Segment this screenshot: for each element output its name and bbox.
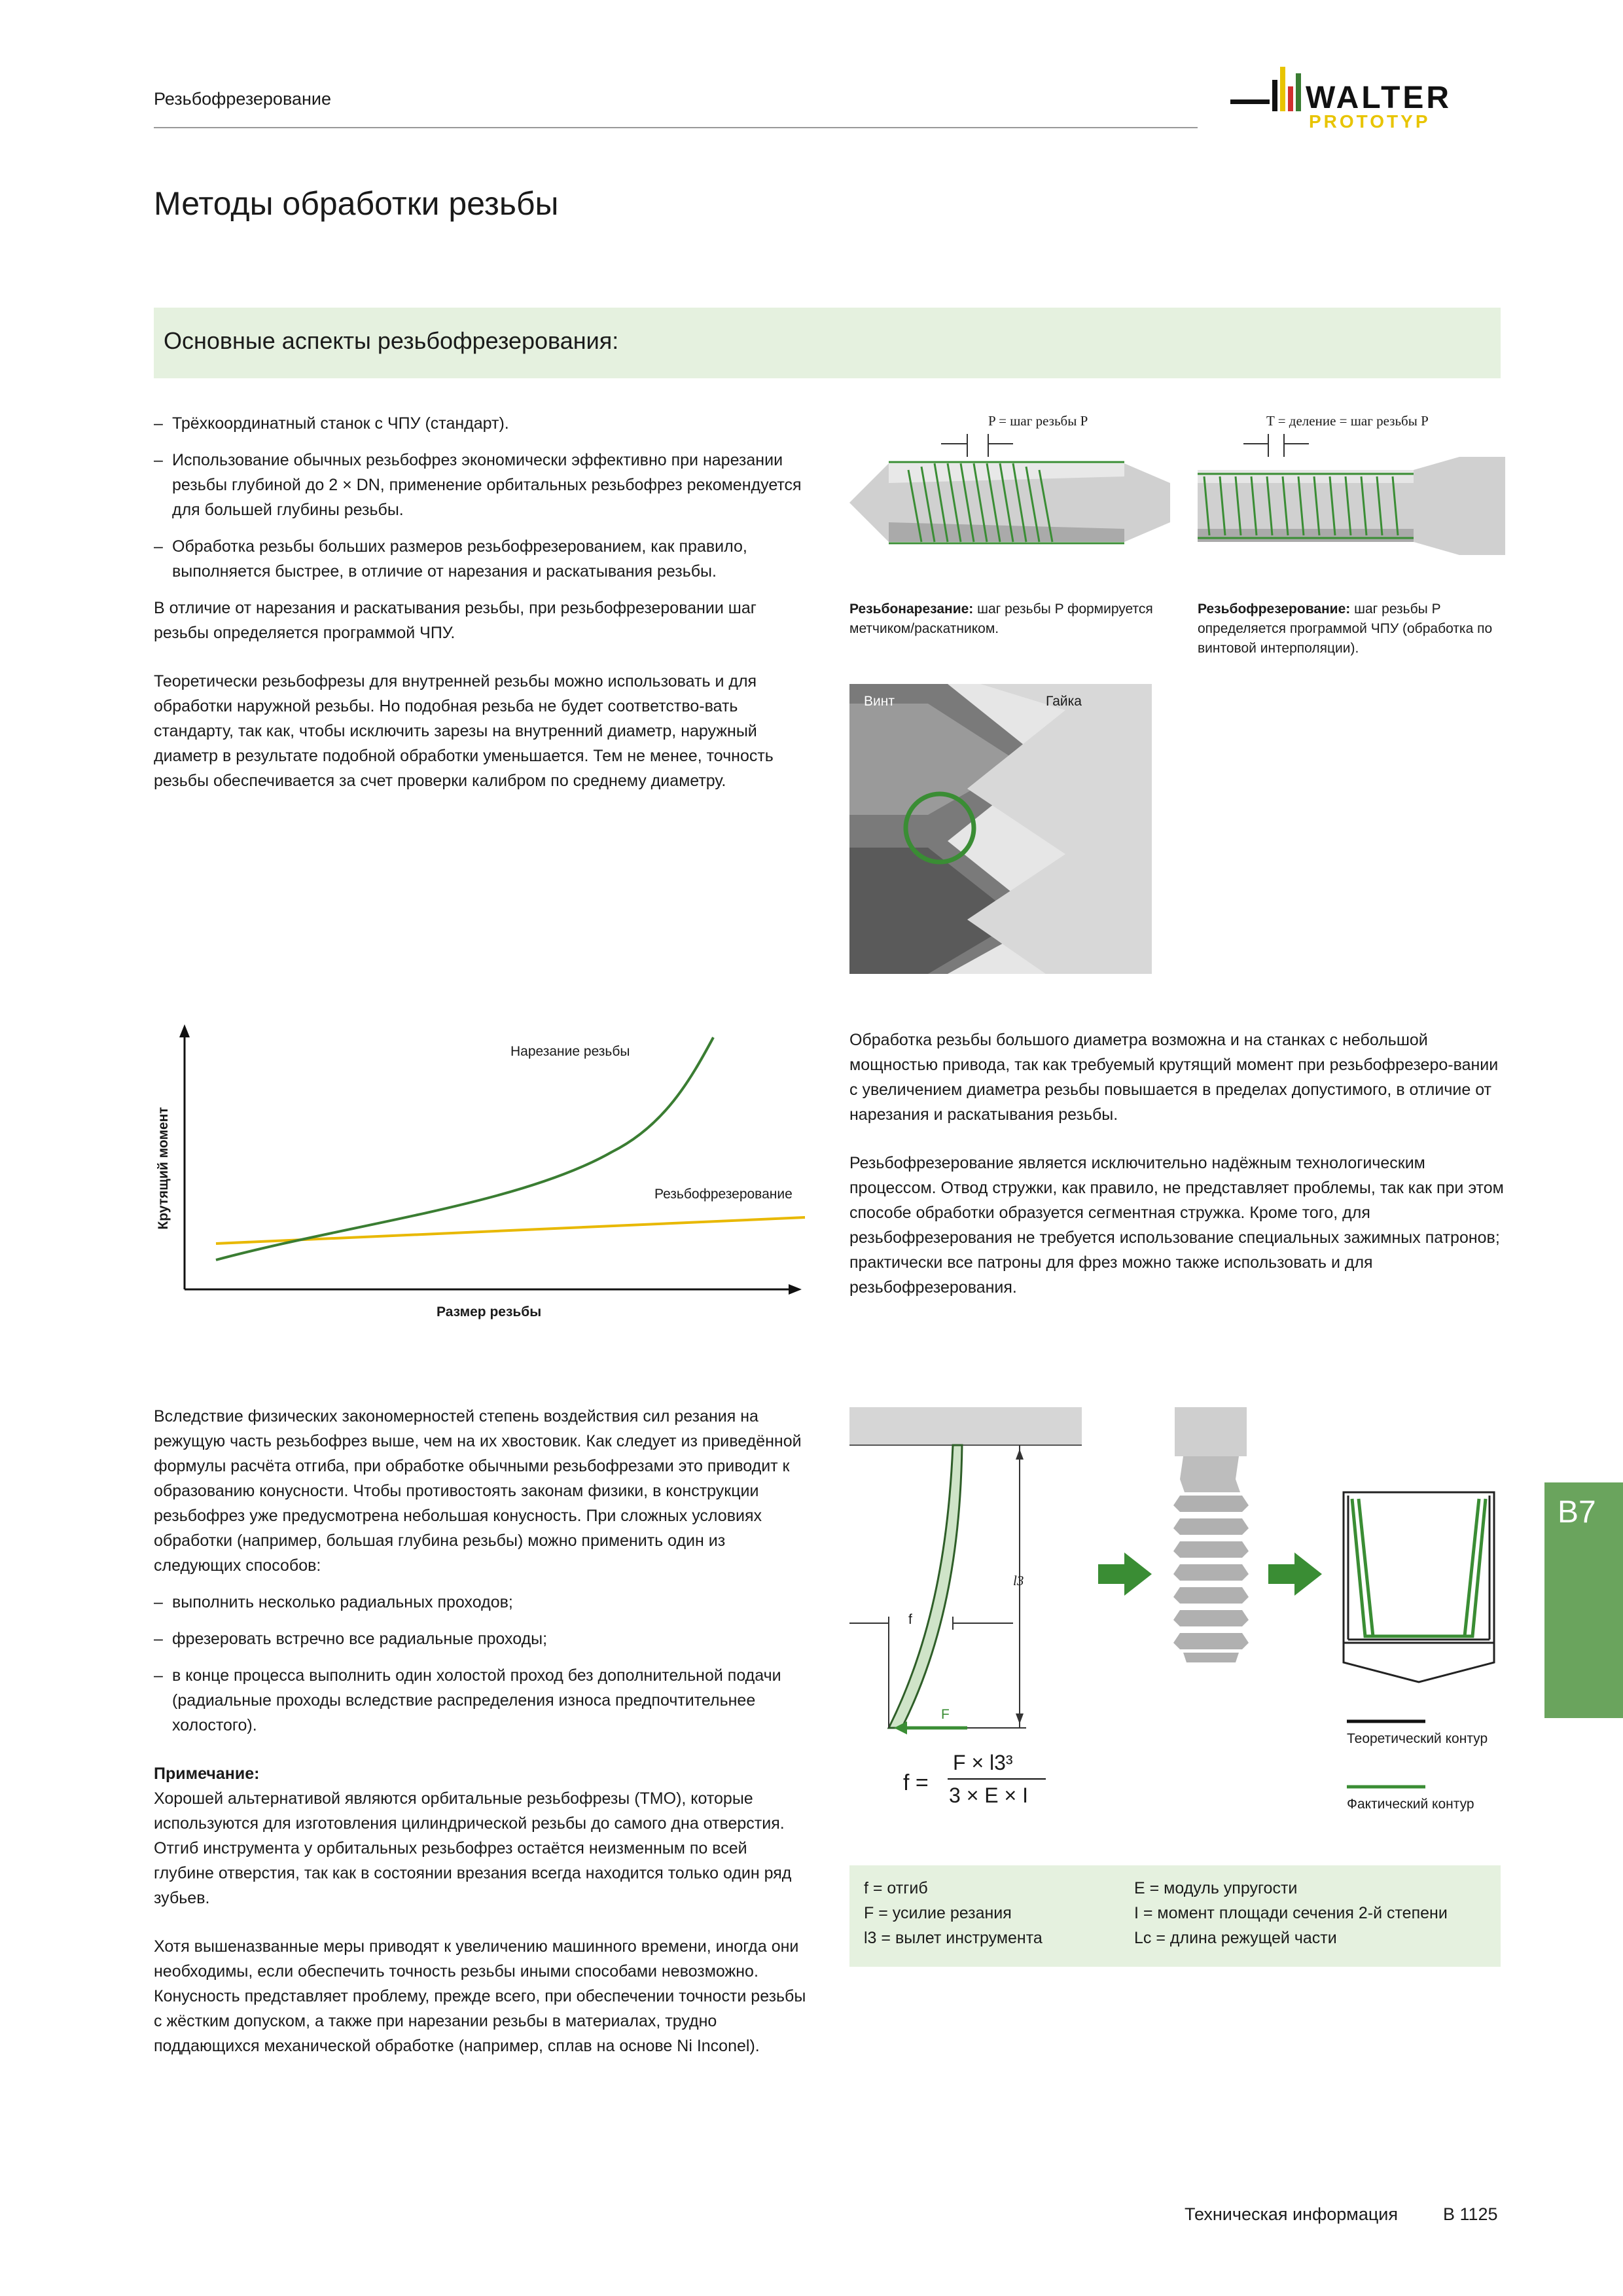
paragraph: В отличие от нарезания и раскатывания резьбы, при резьбофрезеровании шаг резьбы определяется программой ЧПУ. <box>154 599 757 642</box>
tap-caption <box>849 600 1157 639</box>
note-text: Хорошей альтернативой являются орбитальные резьбофрезы (TMO), которые используются для изготовления цилиндрической резьбы до самого дна отверстия. Отгиб инструмента у орбитальных резьбофрез остаётся неизменным по всей глубине отверстия, так как в состоянии врезания всегда находится только один ряд зубьев. <box>154 1789 792 1907</box>
paragraph: Хотя вышеназванные меры приводят к увеличению машинного времени, иногда они необходимы, если обеспечить точность резьбы иными способами невозможно. Конусность представляет проблему, прежде всего, при обеспечении точности резьбы с жёстким допуском, а также при нарезании резьбы в материалах, трудно поддающихся механической обработке (например, сплав на основе Ni Inconel). <box>154 1937 806 2055</box>
actual-contour-label: Фактический контур <box>1347 1797 1474 1812</box>
intro-text-block <box>154 411 802 817</box>
footer-section: Техническая информация <box>1185 2204 1399 2224</box>
aspects-list <box>154 411 802 584</box>
series-label-tapping: Нарезание резьбы <box>510 1044 630 1059</box>
screw-nut-figure <box>849 684 1152 974</box>
screw-nut-drawing <box>849 684 1152 974</box>
mill-drawing <box>1198 431 1505 581</box>
nut-label: Гайка <box>1046 694 1082 709</box>
legend-item: I = момент площади сечения 2-й степени <box>1134 1904 1448 1922</box>
x-axis-arrow <box>789 1284 802 1295</box>
formula-denominator: 3 × E × I <box>949 1784 1028 1807</box>
deflection-figure <box>849 1407 1504 1826</box>
screw-label: Винт <box>864 694 895 709</box>
legend-right <box>1134 1876 1448 1950</box>
mill-caption <box>1198 600 1499 658</box>
deflection-f-label: f <box>908 1612 912 1627</box>
chapter-tab: B7 <box>1544 1482 1623 1718</box>
tap-pitch-label: P = шаг резьбы P <box>988 413 1088 429</box>
legend-item: F = усилие резания <box>864 1904 1012 1922</box>
page-title: Методы обработки резьбы <box>154 185 559 222</box>
header-section-title: Резьбофрезерование <box>154 89 332 109</box>
mill-caption-bold: Резьбофрезерование: <box>1198 601 1351 617</box>
formula-lhs: f = <box>903 1770 929 1795</box>
chart-svg <box>154 1021 808 1329</box>
x-axis-label: Размер резьбы <box>437 1304 542 1319</box>
formula-bar <box>948 1778 1046 1780</box>
list-item: – фрезеровать встречно все радиальные проходы; <box>154 1626 808 1651</box>
list-item: – Трёхкоординатный станок с ЧПУ (стандарт). <box>154 411 802 436</box>
tap-caption-bold: Резьбонарезание: <box>849 601 974 617</box>
list-item: – в конце процесса выполнить один холостой проход без дополнительной подачи (радиальные проходы вследствие распределения износа предпочтительнее холостого). <box>154 1663 808 1738</box>
paragraph: Вследствие физических закономерностей степень воздействия сил резания на режущую часть резьбофрез выше, чем на их хвостовик. Как следует из приведённой формулы расчёта отгиба, при обработке обычными резьбофрезами это приводит к образованию конусности. Чтобы противостоять законам физики, в конструкции резьбофрез уже предусмотрена небольшая конусность. При сложных условиях обработки (например, большая глубина резьбы) можно применить один из следующих способов: <box>154 1407 802 1575</box>
paragraph: Обработка резьбы большого диаметра возможна и на станках с небольшой мощностью привода, так как требуемый крутящий момент при резьбофрезеро-вании с увеличением диаметра резьбы повышается в пределах допустимого, в отличие от нарезания и раскатывания резьбы. <box>849 1031 1499 1124</box>
symbol-legend <box>849 1865 1501 1967</box>
tap-caption-text: шаг резьбы P формируется метчиком/раскатником. <box>849 601 1153 636</box>
tap-figure <box>849 411 1170 581</box>
methods-list <box>154 1590 808 1738</box>
legend-item: E = модуль упругости <box>1134 1879 1298 1897</box>
theory-contour-label: Теоретический контур <box>1347 1731 1488 1746</box>
legend-item: l3 = вылет инструмента <box>864 1929 1043 1947</box>
logo-main: WALTER <box>1306 81 1452 115</box>
right-text-block <box>849 1028 1504 1323</box>
y-axis-label: Крутящий момент <box>156 1107 171 1230</box>
aspects-title: Основные аспекты резьбофрезерования: <box>164 327 619 354</box>
tap-drawing <box>849 431 1170 581</box>
formula-numerator: F × l3³ <box>953 1751 1013 1774</box>
legend-item: f = отгиб <box>864 1879 928 1897</box>
series-line-tapping <box>216 1037 713 1260</box>
list-item: – выполнить несколько радиальных проходов; <box>154 1590 808 1615</box>
paragraph: Резьбофрезерование является исключительно надёжным технологическим процессом. Отвод стружки, как правило, не представляет проблемы, так как при этом способе обработки образуется сегментная стружка. Кроме того, для резьбофрезерования не требуется использование специальных зажимных патронов; практически все патроны для фрез можно также использовать и для резьбофрезерования. <box>849 1154 1504 1297</box>
mill-pitch-label: T = деление = шаг резьбы P <box>1266 413 1429 429</box>
list-item: – Использование обычных резьбофрез экономически эффективно при нарезании резьбы глубиной до 2 × DN, применение орбитальных резьбофрез рекомендуется для большей глубины резьбы. <box>154 448 802 522</box>
legend-left <box>864 1876 1043 1950</box>
lower-text-block <box>154 1404 808 2058</box>
header-rule <box>154 127 1198 128</box>
paragraph: Теоретически резьбофрезы для внутренней резьбы можно использовать и для обработки наружной резьбы. Но подобная резьба не будет соответство-вать стандарту, так как, чтобы исключить зарезы на внутренний диаметр, наружный диаметр в результате подобной обработки уменьшается. Тем не менее, точность резьбы обеспечивается за счет проверки калибром по среднему диаметру. <box>154 672 774 790</box>
list-item: – Обработка резьбы больших размеров резьбофрезерованием, как правило, выполняется быстрее, в отличие от нарезания и раскатывания резьбы. <box>154 534 802 584</box>
torque-chart <box>154 1021 808 1329</box>
deflection-drawing <box>849 1407 1504 1826</box>
series-label-milling: Резьбофрезерование <box>654 1187 793 1202</box>
logo-sub: PROTOTYP <box>1309 111 1431 132</box>
note-title: Примечание: <box>154 1765 260 1783</box>
y-axis-arrow <box>179 1024 190 1037</box>
mill-figure <box>1198 411 1505 581</box>
legend-item: Lc = длина режущей части <box>1134 1929 1337 1947</box>
walter-logo <box>1230 60 1505 132</box>
mill-caption-text: шаг резьбы P определяется программой ЧПУ (обработка по винтовой интерполяции). <box>1198 601 1493 656</box>
force-label: F <box>941 1707 950 1722</box>
overhang-label: l3 <box>1013 1573 1024 1588</box>
page-number: B 1125 <box>1443 2204 1498 2224</box>
